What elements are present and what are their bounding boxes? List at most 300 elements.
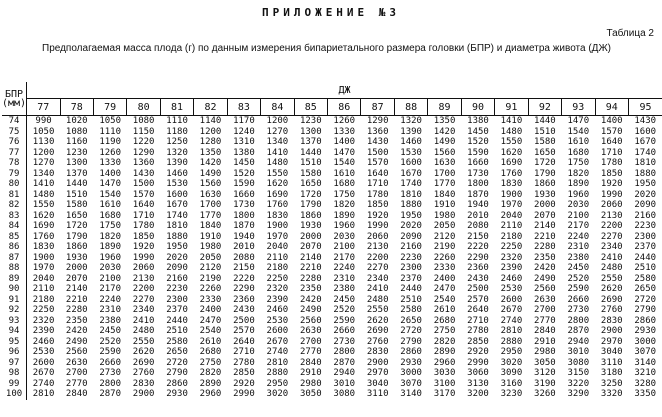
- weight-cell: 1490: [433, 137, 456, 147]
- weight-cell: 2270: [366, 263, 389, 273]
- weight-cell: 2370: [400, 273, 422, 284]
- weight-cell: 2310: [567, 242, 590, 252]
- weight-cell: 2350: [299, 284, 322, 294]
- weight-cell: 1480: [500, 126, 523, 137]
- weight-cell: 1230: [299, 116, 322, 126]
- weight-cell: 2960: [433, 357, 456, 368]
- weight-cell: 3080: [567, 357, 590, 368]
- weight-cell: 2780: [233, 357, 255, 368]
- weight-cell: 2190: [199, 273, 222, 284]
- weight-cell: 1830: [266, 210, 289, 221]
- weight-cell: 1890: [99, 242, 122, 252]
- weight-cell: 1450: [467, 126, 489, 137]
- weight-cell: 1620: [500, 147, 523, 158]
- weight-cell: 2830: [600, 315, 623, 326]
- weight-cell: 1780: [366, 189, 389, 200]
- bpr-value: 82: [2, 200, 27, 211]
- weight-cell: 1860: [65, 242, 88, 252]
- weight-cell: 3120: [534, 368, 556, 378]
- weight-cell: 2250: [266, 273, 289, 284]
- dj-column-header: 95: [628, 99, 662, 116]
- weight-cell: 1890: [567, 179, 590, 189]
- bpr-value: 100: [2, 389, 27, 400]
- weight-cell: 1020: [65, 116, 88, 126]
- weight-cell: 2130: [132, 273, 155, 284]
- weight-cell: 3250: [600, 378, 623, 389]
- dj-column-header: 90: [461, 99, 494, 116]
- weight-cell: 1430: [634, 116, 657, 126]
- weight-cell: 1360: [132, 158, 155, 168]
- weight-cell: 1790: [65, 231, 88, 242]
- bpr-header-label: БПР: [5, 88, 24, 100]
- weight-cell: 3020: [500, 357, 523, 368]
- weight-cell: 2420: [65, 326, 88, 336]
- weight-cell: 3080: [333, 389, 356, 399]
- table-row: [2, 158, 662, 169]
- weight-cell: 2910: [299, 368, 322, 378]
- weight-cell: 2110: [32, 284, 55, 294]
- weight-cell: 1510: [534, 126, 556, 137]
- weight-cell: 2140: [534, 221, 556, 231]
- weight-cell: 1460: [166, 168, 188, 179]
- weight-cell: 1700: [199, 200, 222, 210]
- weight-cell: 2170: [333, 252, 356, 263]
- weight-cell: 1950: [400, 210, 422, 221]
- weight-cell: 1260: [99, 147, 122, 158]
- dj-column-header: 88: [394, 99, 427, 116]
- weight-cell: 2230: [166, 284, 188, 294]
- weight-cell: 2750: [433, 326, 456, 336]
- weight-cell: 1740: [634, 147, 657, 158]
- weight-cell: 2690: [600, 294, 623, 305]
- weight-cell: 1470: [333, 147, 356, 158]
- weight-cell: 2410: [132, 315, 155, 326]
- weight-cell: 1930: [534, 189, 556, 200]
- weight-cell: 2800: [99, 378, 122, 389]
- weight-cell: 1780: [600, 158, 623, 168]
- weight-cell: 2410: [600, 252, 623, 263]
- weight-cell: 1610: [333, 168, 356, 179]
- weight-cell: 1870: [467, 189, 489, 200]
- weight-cell: 2560: [65, 347, 88, 357]
- weight-cell: 1870: [233, 221, 255, 231]
- weight-cell: 2320: [266, 284, 289, 294]
- weight-cell: 1620: [266, 179, 289, 189]
- weight-cell: 2020: [400, 221, 422, 231]
- weight-cell: 1600: [166, 189, 188, 200]
- weight-cell: 2880: [500, 336, 523, 347]
- weight-cell: 1550: [32, 200, 55, 210]
- weight-cell: 2540: [433, 294, 456, 305]
- weight-cell: 2760: [600, 305, 623, 315]
- weight-cell: 2940: [567, 336, 590, 347]
- weight-cell: 3290: [567, 389, 590, 399]
- weight-cell: 2170: [99, 284, 122, 294]
- table-row: [2, 389, 662, 400]
- weight-cell: 1860: [299, 210, 322, 221]
- weight-cell: 2090: [634, 200, 657, 210]
- weight-cell: 2450: [567, 263, 590, 273]
- weight-cell: 2130: [366, 242, 389, 252]
- weight-cell: 2140: [299, 252, 322, 263]
- weight-cell: 1200: [199, 126, 222, 137]
- weight-cell: 2160: [166, 273, 188, 284]
- weight-cell: 1720: [534, 158, 556, 168]
- weight-cell: 1800: [467, 179, 489, 189]
- bpr-value: 85: [2, 232, 27, 243]
- weight-cell: 2370: [634, 242, 657, 252]
- weight-cell: 1520: [467, 137, 489, 147]
- weight-cell: 2530: [32, 347, 55, 357]
- weight-cell: 1080: [65, 126, 88, 137]
- weight-cell: 2000: [299, 231, 322, 242]
- table-caption: Предполагаемая масса плода (г) по данным измерения бипариетального размера головки (БПР) и диаметра живота (ДЖ): [42, 43, 612, 54]
- weight-cell: 1410: [500, 116, 523, 126]
- weight-cell: 2560: [299, 315, 322, 326]
- weight-cell: 1740: [166, 210, 188, 221]
- weight-cell: 3220: [567, 378, 590, 389]
- weight-cell: 1250: [166, 137, 188, 147]
- weight-cell: 2770: [534, 315, 556, 326]
- weight-cell: 1650: [534, 147, 556, 158]
- weight-cell: 1910: [199, 231, 222, 242]
- weight-cell: 2150: [467, 231, 489, 242]
- weight-cell: 2300: [634, 231, 657, 242]
- bpr-value: 79: [2, 169, 27, 180]
- weight-cell: 3350: [634, 389, 657, 399]
- weight-cell: 2600: [500, 294, 523, 305]
- weight-cell: 2860: [634, 315, 657, 326]
- weight-cell: 3040: [600, 347, 623, 357]
- weight-cell: 2310: [333, 273, 356, 284]
- weight-cell: 2490: [534, 273, 556, 284]
- weight-cell: 2150: [233, 263, 255, 273]
- weight-cell: 1420: [433, 126, 456, 137]
- dj-column-header: 81: [160, 99, 193, 116]
- weight-cell: 1770: [199, 210, 222, 221]
- weight-cell: 2060: [366, 231, 389, 242]
- bpr-value: 96: [2, 347, 27, 358]
- weight-cell: 2550: [366, 305, 389, 315]
- weight-cell: 2450: [333, 294, 356, 305]
- weight-cell: 1400: [600, 116, 623, 126]
- bpr-value: 91: [2, 295, 27, 306]
- weight-cell: 2460: [266, 305, 289, 315]
- weight-cell: 1450: [233, 158, 255, 168]
- weight-cell: 2360: [467, 263, 489, 273]
- weight-cell: 3130: [467, 378, 489, 389]
- weight-cell: 2580: [400, 305, 422, 315]
- weight-cell: 2070: [299, 242, 322, 252]
- dj-column-header: 80: [127, 99, 160, 116]
- table-row: [2, 169, 662, 180]
- table-row: [2, 190, 662, 201]
- weight-cell: 3050: [534, 357, 556, 368]
- weight-cell: 2070: [534, 210, 556, 221]
- table-row: [2, 284, 662, 295]
- table-row: [2, 148, 662, 159]
- weight-cell: 1500: [366, 147, 389, 158]
- weight-cell: 1170: [233, 116, 255, 126]
- weight-cell: 2530: [266, 315, 289, 326]
- weight-cell: 2280: [299, 273, 322, 284]
- weight-cell: 1290: [366, 116, 389, 126]
- table-row: [2, 179, 662, 190]
- bpr-header: [2, 82, 27, 116]
- weight-cell: 1230: [65, 147, 88, 158]
- bpr-value: 86: [2, 242, 27, 253]
- weight-cell: 2510: [166, 326, 188, 336]
- weight-cell: 2050: [199, 252, 222, 263]
- weight-cell: 2480: [132, 326, 155, 336]
- weight-cell: 2390: [266, 294, 289, 305]
- weight-cell: 2020: [166, 252, 188, 263]
- weight-cell: 2260: [199, 284, 222, 294]
- weight-cell: 1880: [166, 231, 188, 242]
- weight-cell: 2210: [65, 294, 88, 305]
- bpr-value: 78: [2, 158, 27, 169]
- weight-cell: 3010: [333, 378, 356, 389]
- table-row: [2, 368, 662, 379]
- weight-cell: 2840: [65, 389, 88, 399]
- weight-cell: 1270: [266, 126, 289, 137]
- weight-cell: 2210: [299, 263, 322, 273]
- weight-cell: 2670: [266, 336, 289, 347]
- weight-cell: 2600: [266, 326, 289, 336]
- weight-cell: 3320: [600, 389, 623, 399]
- weight-cell: 1830: [500, 179, 523, 189]
- weight-cell: 1570: [132, 189, 155, 200]
- weight-cell: 1370: [299, 137, 322, 147]
- weight-cell: 2340: [366, 273, 389, 284]
- weight-cell: 1800: [233, 210, 255, 221]
- weight-cell: 1300: [65, 158, 88, 168]
- weight-cell: 2970: [366, 368, 389, 378]
- weight-cell: 2280: [534, 242, 556, 252]
- weight-cell: 1640: [600, 137, 623, 147]
- weight-cell: 2450: [99, 326, 122, 336]
- weight-cell: 2380: [567, 252, 590, 263]
- weight-cell: 2030: [567, 200, 590, 210]
- weight-cell: 1550: [266, 168, 289, 179]
- weight-cell: 1680: [567, 147, 590, 158]
- weight-cell: 2800: [567, 315, 590, 326]
- weight-cell: 1380: [233, 147, 255, 158]
- weight-cell: 1320: [400, 116, 422, 126]
- weight-cell: 1760: [500, 168, 523, 179]
- weight-cell: 2880: [266, 368, 289, 378]
- dj-column-header: 83: [227, 99, 260, 116]
- bpr-value: 95: [2, 337, 27, 348]
- weight-cell: 1430: [132, 168, 155, 179]
- weight-cell: 1970: [500, 200, 523, 210]
- weight-cell: 1720: [65, 221, 88, 231]
- weight-cell: 2920: [467, 347, 489, 357]
- weight-cell: 3000: [634, 336, 657, 347]
- weight-cell: 2780: [467, 326, 489, 336]
- weight-cell: 2380: [99, 315, 122, 326]
- weight-cell: 1110: [166, 116, 188, 126]
- weight-cell: 1820: [99, 231, 122, 242]
- weight-cell: 1480: [32, 189, 55, 200]
- weight-cell: 1630: [433, 158, 456, 168]
- weight-cell: 1150: [132, 126, 155, 137]
- weight-cell: 1760: [266, 200, 289, 210]
- weight-cell: 3280: [634, 378, 657, 389]
- weight-cell: 2630: [299, 326, 322, 336]
- bpr-value: 90: [2, 284, 27, 295]
- bpr-value: 99: [2, 379, 27, 390]
- table-row: [2, 263, 662, 274]
- weight-cell: 1200: [32, 147, 55, 158]
- weight-cell: 1710: [600, 147, 623, 158]
- weight-cell: 1640: [366, 168, 389, 179]
- weight-cell: 2810: [266, 357, 289, 368]
- weight-cell: 1310: [233, 137, 255, 147]
- weight-cell: 2840: [299, 357, 322, 368]
- weight-cell: 1180: [166, 126, 188, 137]
- weight-cell: 1570: [366, 158, 389, 168]
- weight-cell: 1820: [333, 200, 356, 210]
- weight-cell: 1810: [634, 158, 657, 168]
- weight-cell: 1660: [233, 189, 255, 200]
- weight-cell: 2590: [567, 284, 590, 294]
- dj-column-header: 86: [328, 99, 361, 116]
- weight-cell: 2650: [400, 315, 422, 326]
- weight-cell: 1600: [400, 158, 422, 168]
- weight-cell: 2570: [233, 326, 255, 336]
- dj-column-header: 94: [595, 99, 628, 116]
- weight-cell: 2440: [400, 284, 422, 294]
- table-row: [2, 379, 662, 390]
- weight-cell: 3260: [534, 389, 556, 399]
- weight-cell: 1440: [534, 116, 556, 126]
- weight-cell: 2900: [600, 326, 623, 336]
- weight-cell: 2140: [65, 284, 88, 294]
- weight-cell: 2940: [333, 368, 356, 378]
- weight-cell: 1490: [199, 168, 222, 179]
- weight-cell: 2530: [500, 284, 523, 294]
- table-row: [2, 305, 662, 316]
- weight-cell: 3200: [467, 389, 489, 399]
- weight-cell: 2690: [132, 357, 155, 368]
- bpr-value: 97: [2, 358, 27, 369]
- weight-cell: 2290: [233, 284, 255, 294]
- weight-cell: 2100: [567, 210, 590, 221]
- weight-cell: 1330: [333, 126, 356, 137]
- weight-cell: 2410: [366, 284, 389, 294]
- weight-cell: 2400: [199, 305, 222, 315]
- weight-cell: 2250: [500, 242, 523, 252]
- weight-cell: 1560: [199, 179, 222, 189]
- weight-cell: 2200: [132, 284, 155, 294]
- weight-cell: 2750: [199, 357, 222, 368]
- weight-cell: 2700: [65, 368, 88, 378]
- weight-cell: 1900: [500, 189, 523, 200]
- weight-cell: 2000: [65, 263, 88, 273]
- weight-cell: 1930: [65, 252, 88, 263]
- table-row: [2, 127, 662, 138]
- table-row: [2, 116, 662, 127]
- weight-cell: 1400: [99, 168, 122, 179]
- weight-cell: 1990: [600, 189, 623, 200]
- weight-cell: 1770: [433, 179, 456, 189]
- weight-cell: 1780: [132, 221, 155, 231]
- weight-cell: 1350: [433, 116, 456, 126]
- weight-cell: 1750: [99, 221, 122, 231]
- weight-cell: 1270: [32, 158, 55, 168]
- weight-cell: 2330: [199, 294, 222, 305]
- weight-cell: 2620: [366, 315, 389, 326]
- weight-cell: 2340: [132, 305, 155, 315]
- weight-cell: 1860: [534, 179, 556, 189]
- bpr-value: 74: [2, 116, 27, 127]
- weight-cell: 3140: [400, 389, 422, 399]
- weight-cell: 1930: [299, 221, 322, 231]
- weight-cell: 1710: [132, 210, 155, 221]
- weight-cell: 2990: [467, 357, 489, 368]
- weight-cell: 2580: [634, 273, 657, 284]
- weight-cell: 2300: [400, 263, 422, 273]
- weight-cell: 2870: [333, 357, 356, 368]
- weight-cell: 2900: [366, 357, 389, 368]
- bpr-value: 75: [2, 127, 27, 138]
- weight-cell: 1670: [634, 137, 657, 147]
- weight-cell: 2950: [266, 378, 289, 389]
- dj-group-header: ДЖ: [27, 82, 662, 99]
- weight-cell: 2830: [366, 347, 389, 357]
- weight-cell: 2430: [467, 273, 489, 284]
- weight-cell: 2470: [433, 284, 456, 294]
- page-title: ПРИЛОЖЕНИЕ №3: [261, 6, 401, 19]
- weight-cell: 1590: [467, 147, 489, 158]
- weight-cell: 1440: [65, 179, 88, 189]
- dj-column-header: 85: [294, 99, 327, 116]
- weight-cell: 2500: [233, 315, 255, 326]
- weight-cell: 2830: [132, 378, 155, 389]
- weight-cell: 2930: [400, 357, 422, 368]
- weight-cell: 2890: [199, 378, 222, 389]
- weight-cell: 1740: [400, 179, 422, 189]
- dj-column-header: 91: [495, 99, 528, 116]
- weight-cell: 2980: [534, 347, 556, 357]
- weight-cell: 2420: [534, 263, 556, 273]
- table-row: [2, 295, 662, 306]
- bpr-value: 94: [2, 326, 27, 337]
- weight-cell: 2790: [166, 368, 188, 378]
- weight-cell: 1960: [99, 252, 122, 263]
- dj-column-header: 84: [261, 99, 294, 116]
- weight-cell: 1260: [333, 116, 356, 126]
- weight-cell: 1130: [32, 137, 55, 147]
- table-row: [2, 274, 662, 285]
- weight-cell: 3140: [634, 357, 657, 368]
- weight-cell: 1690: [266, 189, 289, 200]
- weight-cell: 2210: [534, 231, 556, 242]
- bpr-value: 88: [2, 263, 27, 274]
- weight-cell: 2640: [233, 336, 255, 347]
- table-row: [2, 253, 662, 264]
- weight-cell: 2070: [65, 273, 88, 284]
- table-row: [2, 347, 662, 358]
- bpr-value: 76: [2, 137, 27, 148]
- weight-cell: 1950: [166, 242, 188, 252]
- weight-cell: 2240: [333, 263, 356, 273]
- weight-cell: 2670: [500, 305, 523, 315]
- weight-cell: 2050: [433, 221, 456, 231]
- weight-cell: 2980: [299, 378, 322, 389]
- weight-cell: 2200: [366, 252, 389, 263]
